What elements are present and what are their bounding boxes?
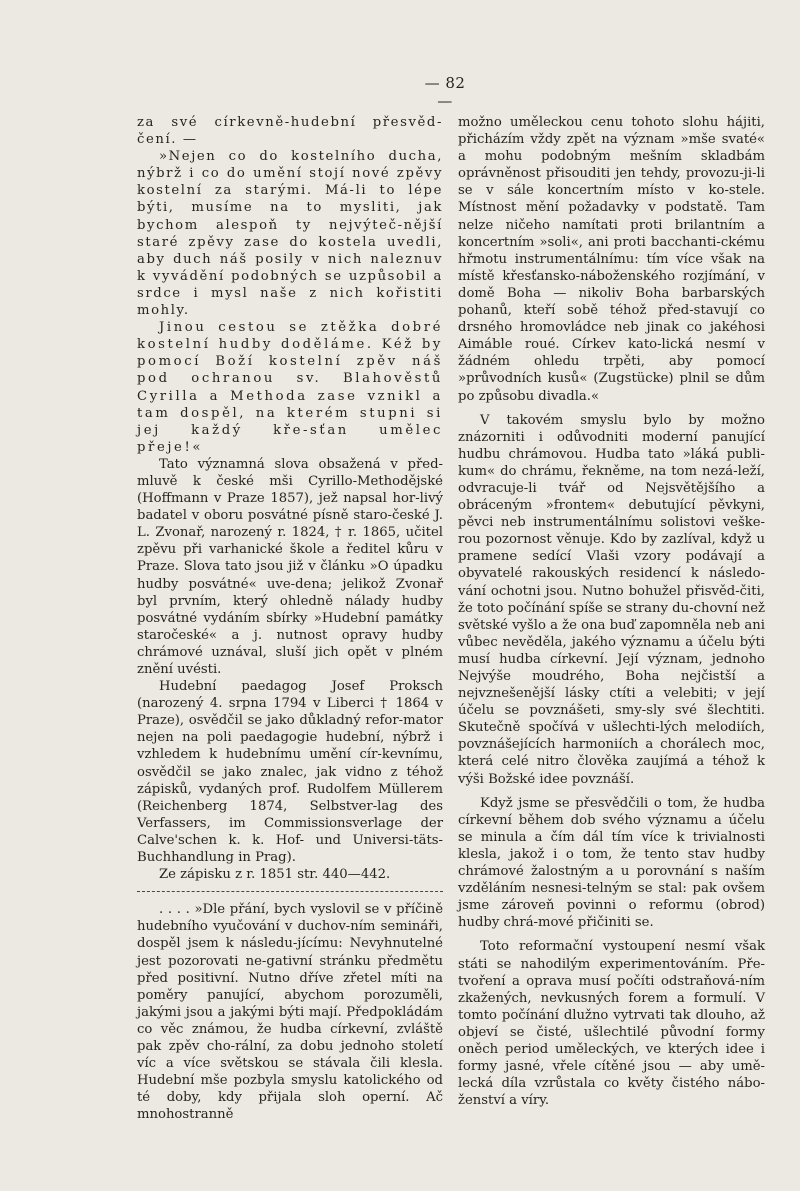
right-column bbox=[458, 114, 765, 1109]
paragraph: . . . . »Dle přání, bych vyslovil se v příčině hudebního vyučování v duchov-ním semináři, dospěl jsem k následu-jícímu: Nevyhnutelné jest pozorovati ne-gativní stránku předmětu před positivní. Nutno dříve zřetel míti na poměry panující, abychom porozuměli, jakými jsou a jakými býti mají. Předpokládám co věc známou, že hudba církevní, zvláště pak zpěv cho-rální, za dobu jednoho století víc a více světskou se stávala čili klesla. Hudební mše pozbyla smyslu katolického od té doby, kdy přijala sloh operní. Ač mnohostranně bbox=[137, 902, 443, 1123]
paragraph: Toto reformační vystoupení nesmí však státi se nahodilým experimentováním. Pře-tvoření a oprava musí počíti odstraňová-ním zkažených, nevkusných forem a formulí. V tomto počínání dlužno vytrvati tak dlouho, až objeví se čisté, ušlechtilé původní formy oněch period uměleckých, ve kterých idee i formy jasné, vřele cítěné jsou — aby umě-lecká díla vzrůstala co květy čistého nábo-ženství a víry. bbox=[458, 939, 765, 1109]
paragraph: Ze zápisku z r. 1851 str. 440—442. bbox=[159, 867, 391, 883]
paragraph: Hudební paedagog Josef Proksch (narozený 4. srpna 1794 v Liberci † 1864 v Praze), osvědčil se jako důkladný refor-mator nejen na poli paedagogie hudební, nýbrž i vzhledem k hudebnímu umění cír-kevnímu, osvědčil se jako znalec, jak vidno z téhož zápisků, vydaných prof. Rudolfem Müllerem (Reichenberg 1874, Selbstver-lag des Verfassers, im Commissionsverlage der Calve'schen k. k. Hof- und Universi-täts-Buchhandlung in Prag). bbox=[137, 679, 443, 866]
paragraph: za své církevně-hudební přesvěd-čení. — bbox=[137, 115, 443, 148]
page-number: — 82 — bbox=[424, 74, 466, 110]
left-column bbox=[137, 114, 443, 1123]
paragraph: Tato významná slova obsažená v před-mluvě k české mši Cyrillo-Methodějské (Hoffmann v Praze 1857), jež napsal hor-livý badatel v oboru posvátné písně staro-české J. L. Zvonař, narozený r. 1824, † r. 1865, učitel zpěvu při varhanické škole a ředitel kůru v Praze. Slova tato jsou již v článku »O úpadku hudby posvátné« uve-dena; jelikož Zvonař byl prvním, který ohledně nálady hudby posvátné vydáním sbírky »Hudební památky staročeské« a j. nutnost opravy hudby chrámové uznával, sluší jich opět v plném znění uvésti. bbox=[137, 456, 443, 677]
paragraph: V takovém smyslu bylo by možno znázorniti i odůvodniti moderní panující hudbu chrámovou. Hudba tato »láká publi-kum« do chrámu, řekněme, na tom nezá-leží, odvracuje-li tvář od Nejsvětějšího a obráceným »frontem« debutující pěvkyni, pěvci neb instrumentálnímu solistovi veške-rou pozornost věnuje. Kdo by zazlíval, když u pramene sedící Vlaši vzory podávají a obyvatelé rakouských residencí k následo-vání ochotni jsou. Nutno bohužel přisvěd-čiti, že toto počínání spíše se strany du-chovní než světské vyšlo a že ona buď zapomněla neb ani vůbec nevěděla, jakého významu a účelu býti musí hudba církevní. Její význam, jednoho Nejvýše moudrého, Boha nejčistší a nejvznešenější lásky ctíti a velebiti; v její účelu se povznášeti, smy-sly své šlechtiti. Skutečně spočívá v ušlechti-lých melodiích, povznášejících harmoniích a chorálech moc, která celé nitro člověka zaujímá a téhož k výši Božské idee povznáší. bbox=[458, 412, 765, 787]
paragraph: Jinou cestou se ztěžka dobré kostelní hudby doděláme. Kéž by pomocí Boží kostelní zpěv náš pod ochranou sv. Blahověstů Cyrilla a Methoda zase vznikl a tam dospěl, na kterém stupni si jej každý kře-sťan umělec přeje!« bbox=[137, 320, 443, 455]
paragraph: možno uměleckou cenu tohoto slohu hájiti, přicházím vždy zpět na význam »mše svaté« a mohu podobným mešním skladbám oprávněnost přisouditi jen tehdy, provozu-ji-li se v sále koncertním místo v ko-stele. Místnost mění požadavky v podstatě. Tam nelze ničeho namítati proti brilantním a koncertním »soli«, ani proti bacchanti-ckému hřmotu instrumentálnímu: tím více však na místě křesťansko-náboženského rozjímání, v domě Boha — nikoliv Boha barbarských pohanů, kteří sobě téhož před-stavují co drsného hromovládce neb jinak co jakéhosi Aimáble roué. Církev kato-lická nesmí v žádném ohledu trpěti, aby pomocí »průvodních kusů« (Zugstücke) plnil se dům po způsobu divadla.« bbox=[458, 115, 765, 404]
paragraph: Když jsme se přesvědčili o tom, že hudba církevní během dob svého významu a účelu se minula a čím dál tím více k trivialnosti klesla, jakož i o tom, že tento stav hudby chrámové žalostným a u porovnání s naším vzděláním nesnesi-telným se stal: pak ovšem jsme zároveň povinni o reformu (obrod) hudby chrá-mové přičiniti se. bbox=[458, 795, 765, 931]
dashed-divider bbox=[137, 891, 443, 892]
paragraph: »Nejen co do kostelního ducha, nýbrž i co do umění stojí nové zpěvy kostelní za starými. Má-li to lépe býti, musíme na to mysliti, jak bychom alespoň ty nejvýteč-nější staré zpěvy zase do kostela uvedli, aby duch náš posily v nich naleznuv k vyvádění podobných se uzpůsobil a srdce i mysl naše z nich kořistiti mohly. bbox=[137, 149, 443, 319]
